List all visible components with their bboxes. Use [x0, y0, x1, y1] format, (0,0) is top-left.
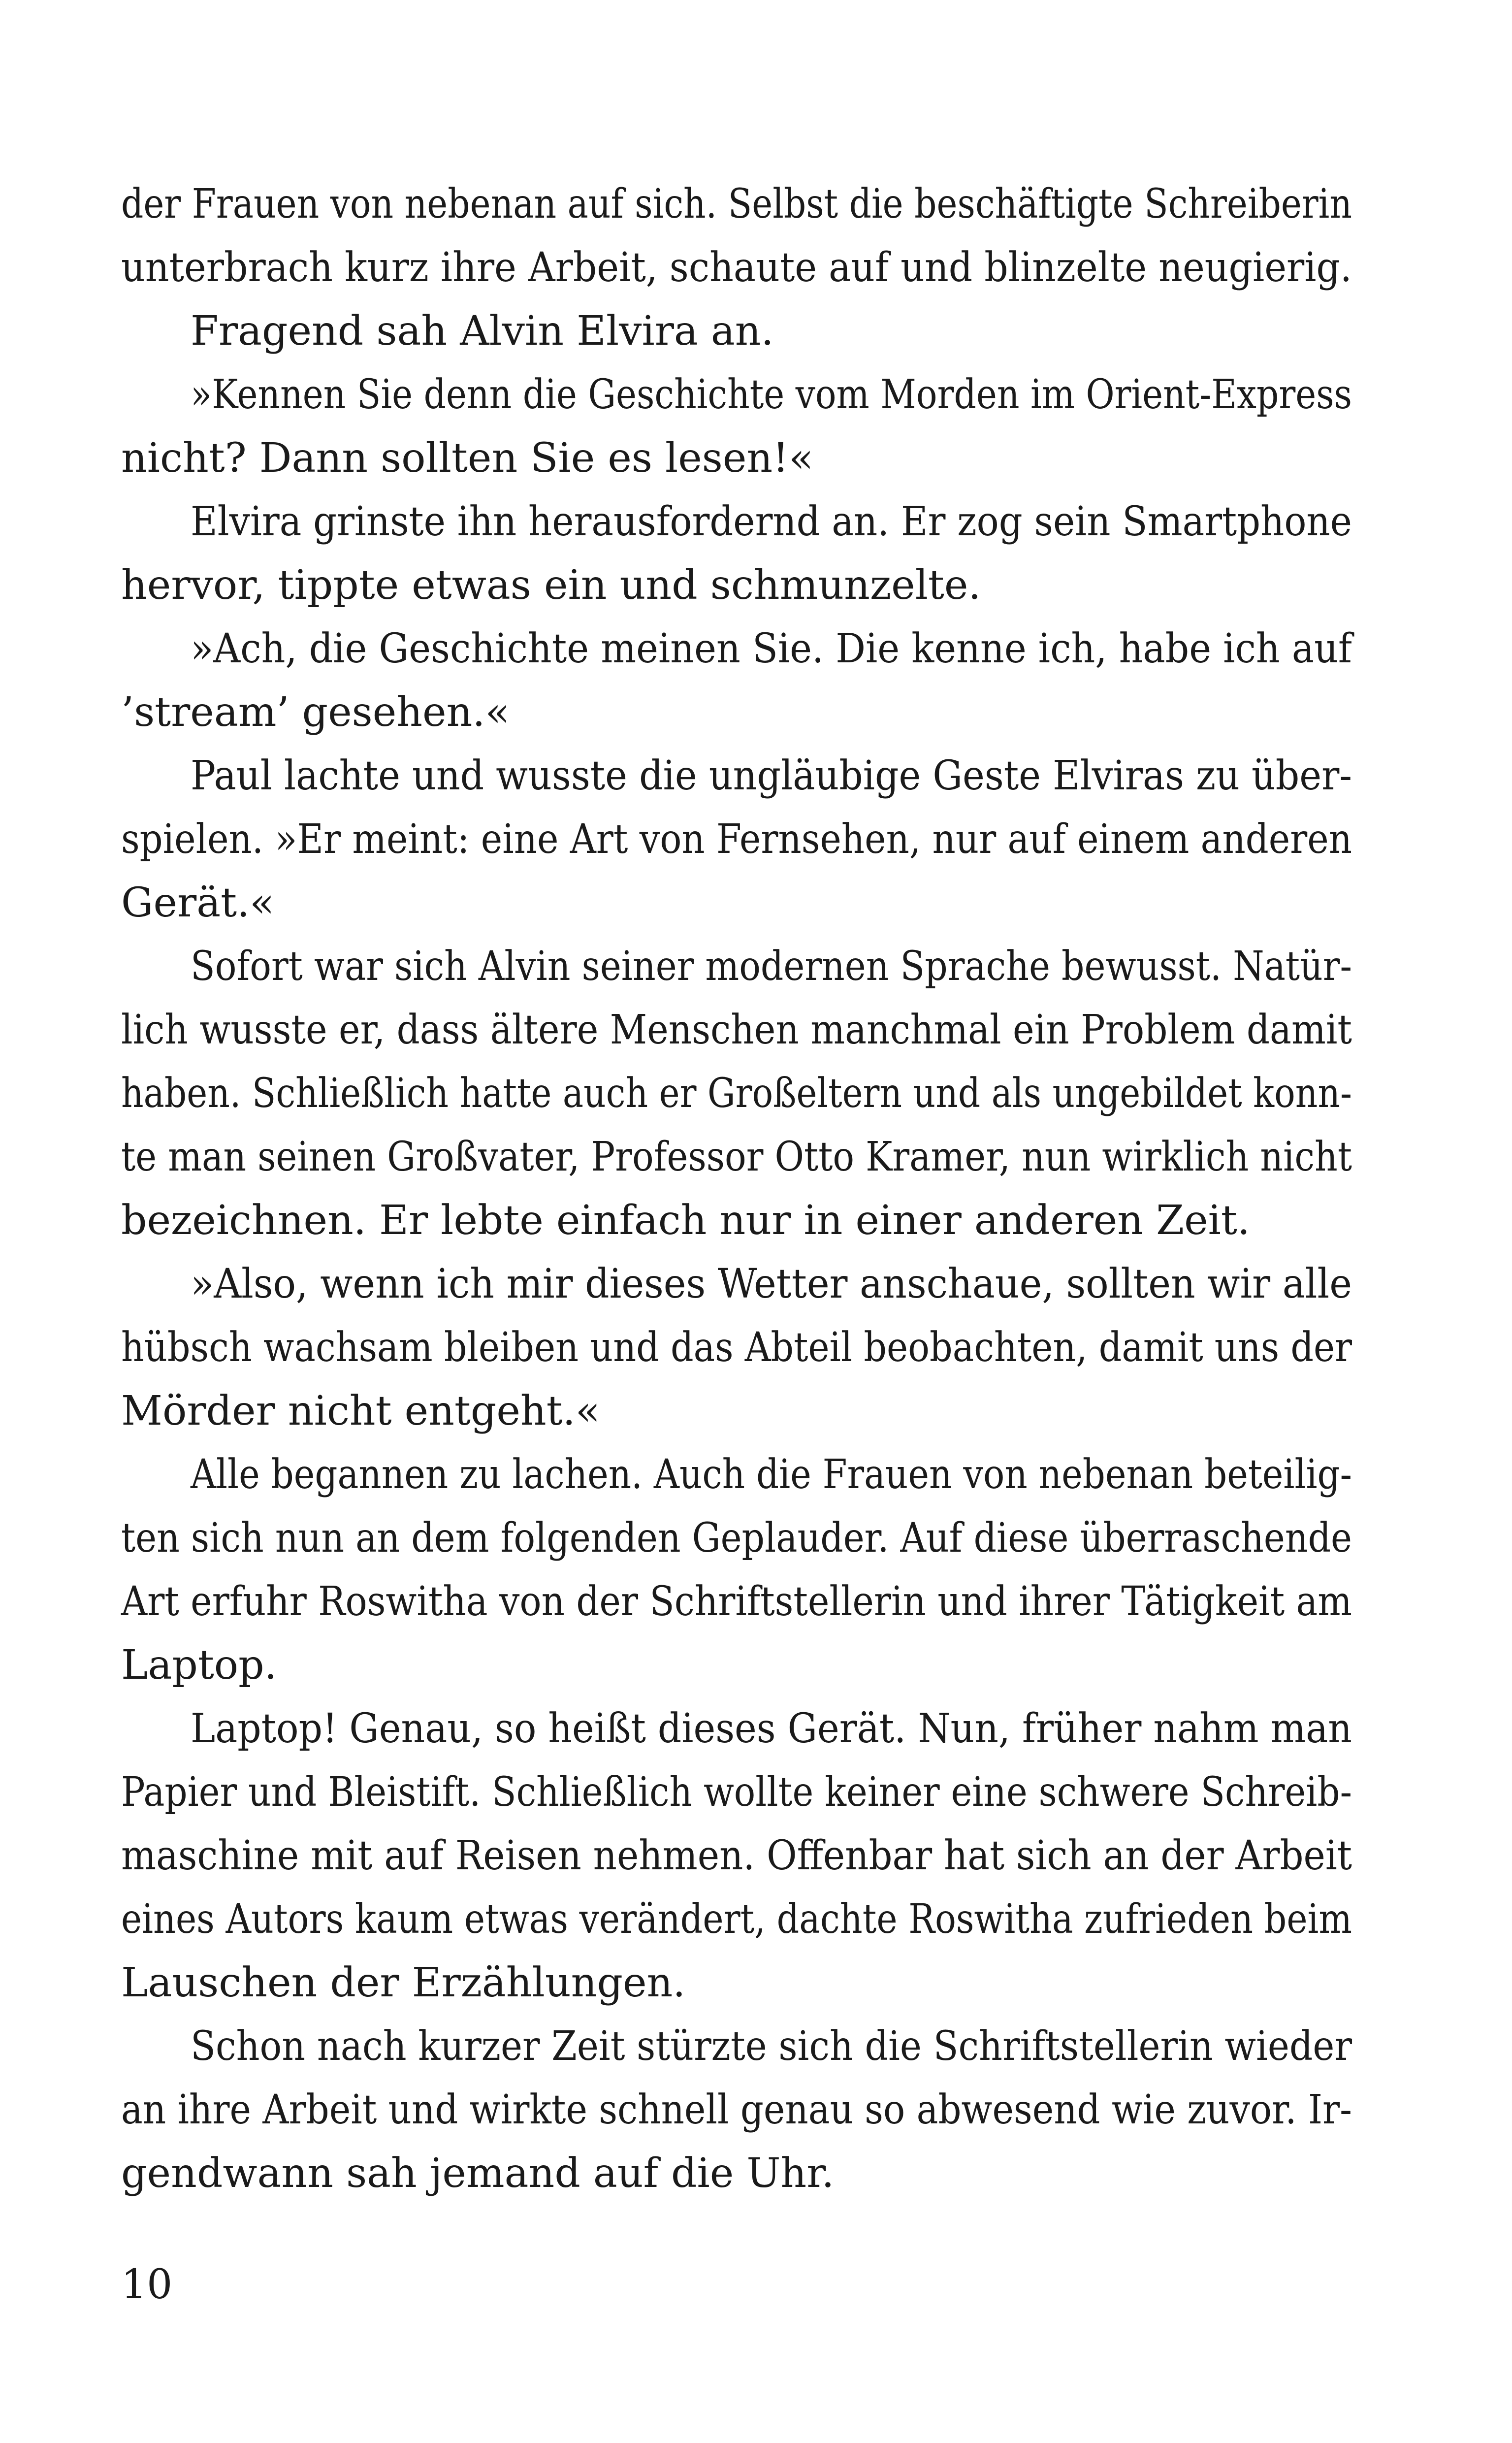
paragraph [121, 363, 1352, 490]
text-line: bezeichnen. Er lebte einfach nur in einer anderen Zeit. [121, 1197, 1250, 1244]
text-line: hervor, tippte etwas ein und schmunzelte. [121, 562, 981, 609]
text-line: eines Autors kaum etwas verändert, dachte Roswitha zufrieden beim [121, 1896, 1352, 1943]
text-line: unterbrach kurz ihre Arbeit, schaute auf und blinzelte neugierig. [121, 244, 1352, 291]
paragraph [121, 617, 1352, 744]
text-line: te man seinen Großvater, Professor Otto Kramer, nun wirklich nicht [121, 1134, 1352, 1180]
text-line: Paul lachte und wusste die ungläubige Geste Elviras zu über- [191, 752, 1352, 799]
body-text [121, 172, 1352, 2205]
text-line: »Ach, die Geschichte meinen Sie. Die kenne ich, habe ich auf [191, 625, 1352, 672]
paragraph [121, 1697, 1352, 2015]
text-line: haben. Schließlich hatte auch er Großeltern und als ungebildet konn- [121, 1070, 1352, 1117]
text-line: »Kennen Sie denn die Geschichte vom Morden im Orient-Express [191, 371, 1352, 418]
text-line: Fragend sah Alvin Elvira an. [191, 308, 774, 355]
text-line: Papier und Bleistift. Schließlich wollte keiner eine schwere Schreib- [121, 1769, 1352, 1816]
text-line: an ihre Arbeit und wirkte schnell genau so abwesend wie zuvor. Ir- [121, 2086, 1352, 2133]
text-line: ’stream’ gesehen.« [121, 689, 510, 736]
text-line: »Also, wenn ich mir dieses Wetter anschaue, sollten wir alle [191, 1261, 1352, 1307]
text-line: lich wusste er, dass ältere Menschen manchmal ein Problem damit [121, 1007, 1352, 1053]
text-line: Alle begannen zu lachen. Auch die Frauen von nebenan beteilig- [191, 1451, 1352, 1498]
paragraph [121, 935, 1352, 1252]
text-line: Gerät.« [121, 879, 275, 926]
text-line: Schon nach kurzer Zeit stürzte sich die Schriftstellerin wieder [191, 2023, 1352, 2070]
paragraph [121, 299, 1352, 363]
text-line: Lauschen der Erzählungen. [121, 1959, 686, 2006]
text-line: der Frauen von nebenan auf sich. Selbst die beschäftigte Schreiberin [121, 181, 1352, 228]
text-line: Sofort war sich Alvin seiner modernen Sprache bewusst. Natür- [191, 943, 1352, 990]
text-line: maschine mit auf Reisen nehmen. Offenbar hat sich an der Arbeit [121, 1832, 1352, 1879]
paragraph [121, 172, 1352, 299]
page-number: 10 [121, 2261, 173, 2308]
text-line: Art erfuhr Roswitha von der Schriftstellerin und ihrer Tätigkeit am [121, 1578, 1352, 1625]
paragraph [121, 2015, 1352, 2205]
text-line: gendwann sah jemand auf die Uhr. [121, 2150, 835, 2197]
paragraph [121, 1252, 1352, 1443]
text-line: Elvira grinste ihn herausfordernd an. Er zog sein Smartphone [191, 498, 1352, 545]
paragraph [121, 744, 1352, 935]
text-line: Laptop! Genau, so heißt dieses Gerät. Nun, früher nahm man [191, 1705, 1352, 1752]
text-line: nicht? Dann sollten Sie es lesen!« [121, 435, 814, 482]
paragraph [121, 490, 1352, 617]
paragraph [121, 1443, 1352, 1697]
text-line: hübsch wachsam bleiben und das Abteil beobachten, damit uns der [121, 1324, 1352, 1371]
text-line: Mörder nicht entgeht.« [121, 1388, 600, 1434]
text-line: ten sich nun an dem folgenden Geplauder. Auf diese überraschende [121, 1515, 1352, 1562]
text-line: spielen. »Er meint: eine Art von Fernsehen, nur auf einem anderen [121, 816, 1352, 863]
text-line: Laptop. [121, 1642, 277, 1689]
